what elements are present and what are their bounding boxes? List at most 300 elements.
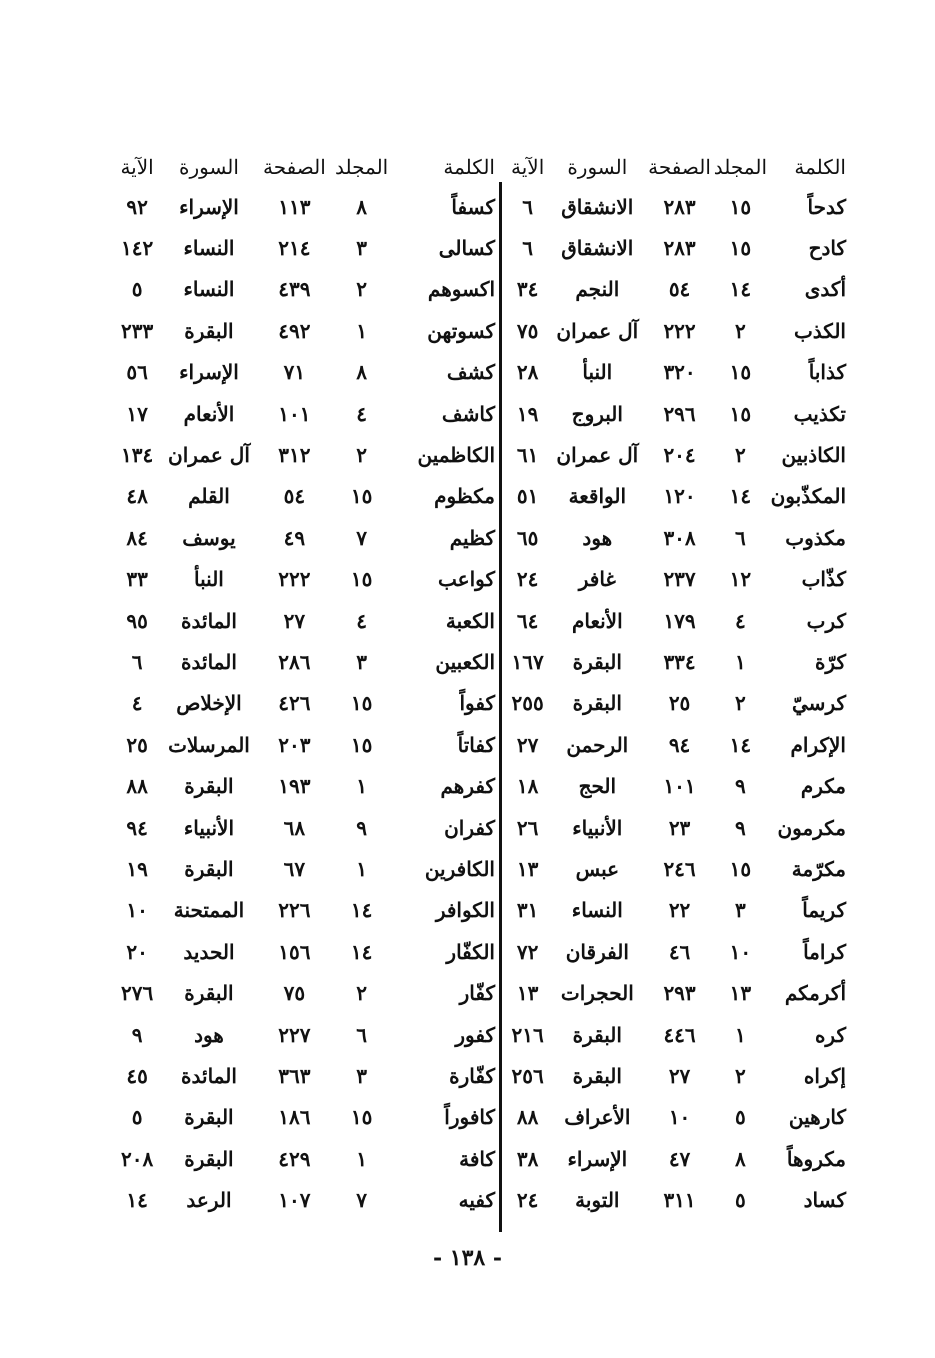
cell-verse: ٦ [522, 236, 534, 261]
cell-page: ١٠ [668, 1105, 691, 1130]
table-row [110, 1179, 495, 1220]
table-row [110, 1055, 495, 1096]
cell-word: كسالى [438, 236, 495, 261]
cell-page: ٢٢٢ [663, 318, 696, 343]
table-row [506, 641, 846, 682]
right-table-body [506, 186, 846, 1221]
cell-volume: ٤ [735, 608, 746, 633]
cell-volume: ١ [356, 318, 367, 343]
cell-word: الكعبين [435, 649, 495, 674]
cell-word: الكعبة [445, 608, 495, 633]
cell-page: ٢٧ [283, 608, 306, 633]
cell-verse: ٥ [131, 1105, 143, 1130]
cell-word: مكرم [800, 774, 846, 799]
cell-page: ٣١٢ [278, 443, 311, 468]
cell-volume: ٥ [735, 1188, 746, 1213]
cell-page: ١٠١ [663, 774, 696, 799]
cell-verse: ١٩ [516, 401, 539, 426]
cell-verse: ٢١٦ [511, 1022, 544, 1047]
cell-word: كراماً [803, 939, 846, 964]
cell-surah: البقرة [184, 1146, 234, 1171]
cell-surah: البقرة [572, 1063, 622, 1088]
cell-verse: ٧٢ [516, 939, 539, 964]
left-table-body [110, 186, 495, 1221]
cell-word: الكفّار [446, 939, 495, 964]
cell-verse: ٢٤ [516, 1188, 539, 1213]
cell-surah: الإسراء [179, 360, 239, 385]
cell-word: الكذب [793, 318, 846, 343]
table-row [110, 352, 495, 393]
cell-volume: ٢ [356, 277, 367, 302]
cell-surah: آل عمران [556, 443, 639, 468]
cell-word: مكروهاً [786, 1146, 846, 1171]
table-row [506, 600, 846, 641]
cell-verse: ١٣ [516, 856, 539, 881]
cell-surah: النبأ [194, 567, 224, 592]
cell-verse: ٤٨ [126, 484, 148, 509]
cell-page: ١١٣ [278, 194, 311, 219]
table-row [110, 186, 495, 227]
cell-verse: ٣٣ [126, 567, 148, 592]
cell-verse: ٦ [131, 649, 143, 674]
cell-volume: ١ [356, 1146, 367, 1171]
cell-page: ٢٤٦ [663, 856, 696, 881]
cell-word: كافة [459, 1146, 495, 1171]
table-row [110, 1097, 495, 1138]
cell-surah: الواقعة [568, 484, 627, 509]
cell-word: كواعب [438, 567, 495, 592]
cell-surah: البقرة [184, 981, 234, 1006]
table-row [110, 641, 495, 682]
cell-volume: ٨ [356, 360, 367, 385]
cell-word: الكاظمين [417, 443, 495, 468]
cell-page: ٥٤ [283, 484, 306, 509]
left-header-row [110, 148, 495, 186]
cell-word: كسوتهن [427, 318, 495, 343]
cell-volume: ١٥ [350, 567, 373, 592]
cell-verse: ٨٨ [516, 1105, 539, 1130]
cell-volume: ١٢ [729, 567, 752, 592]
cell-surah: التوبة [575, 1188, 620, 1213]
cell-volume: ١٤ [350, 939, 373, 964]
cell-verse: ٢٧ [516, 732, 539, 757]
cell-verse: ٢٣٣ [120, 318, 154, 343]
cell-page: ١٧٩ [663, 608, 696, 633]
cell-verse: ٢٧٦ [120, 981, 154, 1006]
cell-volume: ٣ [735, 898, 746, 923]
cell-word: كدحاً [807, 194, 846, 219]
cell-page: ٢٣ [668, 815, 691, 840]
cell-page: ٣٠٨ [663, 525, 696, 550]
cell-page: ٧٥ [283, 981, 306, 1006]
cell-surah: المائدة [181, 1063, 237, 1088]
table-row [506, 931, 846, 972]
cell-page: ٢٠٤ [663, 443, 696, 468]
cell-verse: ٨٤ [126, 525, 148, 550]
cell-word: كفور [455, 1022, 495, 1047]
cell-word: إكراه [803, 1063, 846, 1088]
cell-word: كاشف [441, 401, 495, 426]
cell-word: كفيه [458, 1188, 495, 1213]
table-row [506, 1179, 846, 1220]
header-page: الصفحة [648, 155, 711, 179]
cell-surah: الانشقاق [561, 236, 634, 261]
cell-word: كرّة [814, 649, 846, 674]
cell-page: ٣٢٠ [663, 360, 696, 385]
page-number: - ١٣٨ - [432, 1245, 503, 1271]
cell-verse: ٧٥ [516, 318, 539, 343]
cell-verse: ٩٢ [126, 194, 148, 219]
cell-volume: ١٥ [729, 401, 752, 426]
cell-volume: ٥ [735, 1105, 746, 1130]
cell-volume: ١٣ [729, 981, 752, 1006]
cell-word: مكرمون [777, 815, 846, 840]
cell-word: كرسيّ [792, 691, 846, 716]
cell-volume: ٢ [735, 1063, 746, 1088]
cell-verse: ١٤٢ [120, 236, 154, 261]
cell-volume: ١٤ [729, 484, 752, 509]
table-row [110, 848, 495, 889]
cell-surah: النساء [571, 898, 623, 923]
cell-surah: المائدة [181, 649, 237, 674]
table-row [110, 1138, 495, 1179]
cell-volume: ٨ [735, 1146, 746, 1171]
cell-volume: ٩ [356, 815, 367, 840]
cell-surah: النجم [575, 277, 620, 302]
cell-word: كرب [806, 608, 846, 633]
cell-volume: ١٥ [729, 194, 752, 219]
cell-volume: ٤ [356, 608, 367, 633]
table-row [110, 724, 495, 765]
header-surah: السورة [178, 155, 239, 179]
cell-word: كفّارة [449, 1063, 495, 1088]
cell-page: ٢٠٣ [278, 732, 311, 757]
table-row [110, 227, 495, 268]
cell-surah: الأنعام [571, 608, 623, 633]
table-row [506, 807, 846, 848]
cell-verse: ١٩ [126, 856, 148, 881]
cell-page: ٢٥ [668, 691, 691, 716]
cell-surah: البقرة [184, 318, 234, 343]
cell-volume: ١٤ [350, 898, 373, 923]
cell-word: تكذيب [793, 401, 846, 426]
column-divider [499, 182, 502, 1232]
header-surah: السورة [567, 155, 628, 179]
cell-surah: الأنبياء [183, 815, 235, 840]
table-row [506, 972, 846, 1013]
cell-surah: النساء [183, 236, 235, 261]
cell-word: كساد [803, 1188, 846, 1213]
cell-page: ٢٢٧ [278, 1022, 311, 1047]
cell-surah: غافر [578, 567, 616, 592]
cell-page: ٤٩٢ [278, 318, 311, 343]
cell-page: ٢٢٢ [278, 567, 311, 592]
table-row [506, 559, 846, 600]
table-row [506, 1097, 846, 1138]
table-row [506, 186, 846, 227]
cell-page: ٢٣٧ [663, 567, 696, 592]
table-row [110, 972, 495, 1013]
right-index-table [506, 148, 846, 1221]
table-row [110, 559, 495, 600]
table-row [506, 848, 846, 889]
cell-page: ٢٩٦ [663, 401, 696, 426]
table-row [110, 434, 495, 475]
cell-volume: ٢ [735, 443, 746, 468]
cell-page: ٤٩ [283, 525, 306, 550]
cell-volume: ١٠ [729, 939, 752, 964]
cell-word: مكذوب [785, 525, 846, 550]
cell-word: كذّاب [801, 567, 846, 592]
cell-page: ٤٣٩ [278, 277, 311, 302]
cell-page: ٢١٤ [278, 236, 311, 261]
cell-surah: هود [582, 525, 613, 550]
cell-volume: ١ [356, 856, 367, 881]
header-volume: المجلد [335, 155, 389, 179]
cell-verse: ١٣٤ [120, 443, 154, 468]
cell-page: ٣٦٣ [278, 1063, 311, 1088]
cell-surah: الحجرات [560, 981, 634, 1006]
table-row [110, 765, 495, 806]
cell-verse: ٢٠٨ [120, 1146, 154, 1171]
cell-surah: الإخلاص [176, 691, 242, 716]
cell-page: ٣١١ [663, 1188, 696, 1213]
cell-page: ٢٨٣ [663, 194, 696, 219]
table-row [506, 269, 846, 310]
table-row [110, 517, 495, 558]
cell-page: ٢٧ [668, 1063, 691, 1088]
cell-volume: ٧ [356, 525, 367, 550]
cell-word: كريماً [802, 898, 846, 923]
cell-volume: ١٤ [729, 732, 752, 757]
cell-page: ٤٧ [668, 1146, 691, 1171]
cell-verse: ٢٠ [126, 939, 148, 964]
table-row [506, 393, 846, 434]
cell-volume: ٧ [356, 1188, 367, 1213]
cell-verse: ٦٤ [516, 608, 539, 633]
cell-volume: ١٥ [729, 360, 752, 385]
table-row [506, 310, 846, 351]
cell-verse: ١٦٧ [511, 649, 544, 674]
cell-page: ٤٤٦ [663, 1022, 696, 1047]
table-row [506, 517, 846, 558]
table-row [506, 683, 846, 724]
cell-surah: البروج [571, 401, 623, 426]
cell-volume: ٩ [735, 774, 746, 799]
cell-surah: النساء [183, 277, 235, 302]
cell-surah: البقرة [184, 856, 234, 881]
right-header-row [506, 148, 846, 186]
table-row [506, 890, 846, 931]
header-verse: الآية [120, 155, 154, 179]
cell-volume: ٤ [356, 401, 367, 426]
cell-volume: ١٥ [350, 484, 373, 509]
cell-surah: البقرة [572, 691, 622, 716]
cell-surah: عبس [575, 856, 620, 881]
table-row [110, 683, 495, 724]
cell-verse: ٩ [131, 1022, 143, 1047]
cell-word: كارهين [788, 1105, 846, 1130]
table-row [110, 310, 495, 351]
cell-verse: ١٨ [516, 774, 539, 799]
cell-word: مكرّمة [791, 856, 846, 881]
cell-surah: آل عمران [556, 318, 639, 343]
cell-volume: ١ [735, 1022, 746, 1047]
cell-verse: ٤٥ [126, 1063, 148, 1088]
cell-volume: ٣ [356, 1063, 367, 1088]
cell-word: اكسوهم [427, 277, 495, 302]
cell-page: ١٨٦ [278, 1105, 311, 1130]
cell-verse: ٥٦ [126, 360, 148, 385]
cell-word: كشف [446, 360, 495, 385]
cell-volume: ٢ [356, 981, 367, 1006]
cell-page: ٤٢٦ [278, 691, 311, 716]
cell-word: كذاباً [808, 360, 846, 385]
cell-page: ٩٤ [668, 732, 691, 757]
cell-volume: ٢ [356, 443, 367, 468]
cell-surah: الإسراء [179, 194, 239, 219]
cell-page: ٦٧ [283, 856, 306, 881]
cell-page: ١٠٧ [278, 1188, 311, 1213]
cell-word: كفران [444, 815, 495, 840]
cell-surah: البقرة [184, 774, 234, 799]
cell-surah: آل عمران [168, 443, 250, 468]
cell-page: ٢٢٦ [278, 898, 311, 923]
cell-surah: الممتحنة [173, 898, 245, 923]
cell-page: ٤٦ [668, 939, 691, 964]
cell-verse: ١٠ [126, 898, 148, 923]
cell-verse: ١٧ [126, 401, 148, 426]
cell-word: كره [814, 1022, 846, 1047]
table-row [506, 434, 846, 475]
table-row [110, 807, 495, 848]
cell-volume: ٩ [735, 815, 746, 840]
table-row [110, 1014, 495, 1055]
cell-word: كفواً [459, 691, 495, 716]
cell-surah: البقرة [572, 649, 622, 674]
cell-word: أكدى [804, 277, 846, 302]
cell-volume: ١٥ [729, 856, 752, 881]
table-row [110, 393, 495, 434]
cell-verse: ٢٥٥ [511, 691, 544, 716]
cell-surah: المرسلات [168, 732, 250, 757]
cell-verse: ١٣ [516, 981, 539, 1006]
cell-verse: ٨٨ [126, 774, 148, 799]
cell-surah: الأعراف [564, 1105, 631, 1130]
table-row [506, 1055, 846, 1096]
cell-page: ١٢٠ [663, 484, 696, 509]
cell-word: كظيم [449, 525, 495, 550]
cell-verse: ٣٨ [516, 1146, 539, 1171]
cell-page: ٣٣٤ [663, 649, 696, 674]
cell-surah: الأنبياء [572, 815, 623, 840]
cell-word: الكاذبين [781, 443, 846, 468]
table-row [506, 227, 846, 268]
cell-word: أكرمكم [784, 981, 846, 1006]
cell-verse: ٢٨ [516, 360, 539, 385]
cell-verse: ٣١ [516, 898, 539, 923]
cell-verse: ١٤ [126, 1188, 148, 1213]
cell-page: ٧١ [283, 360, 306, 385]
cell-volume: ٣ [356, 649, 367, 674]
cell-volume: ٨ [356, 194, 367, 219]
cell-word: كفّار [459, 981, 495, 1006]
cell-surah: الانشقاق [561, 194, 634, 219]
table-row [110, 931, 495, 972]
table-row [506, 476, 846, 517]
cell-volume: ٢ [735, 691, 746, 716]
header-volume: المجلد [713, 155, 768, 179]
cell-word: الكوافر [435, 898, 495, 923]
cell-page: ١٩٣ [278, 774, 311, 799]
table-row [506, 1138, 846, 1179]
cell-verse: ٢٦ [516, 815, 539, 840]
cell-surah: الأنعام [183, 401, 235, 426]
cell-word: كافوراً [444, 1105, 495, 1130]
cell-page: ١٠١ [278, 401, 311, 426]
cell-volume: ١٥ [350, 732, 373, 757]
table-row [110, 476, 495, 517]
table-row [506, 1014, 846, 1055]
cell-volume: ٢ [735, 318, 746, 343]
cell-word: مكظوم [434, 484, 495, 509]
cell-verse: ٢٤ [516, 567, 539, 592]
cell-verse: ٣٤ [516, 277, 539, 302]
header-verse: الآية [511, 155, 545, 179]
cell-surah: يوسف [182, 525, 236, 550]
cell-word: كفرهم [440, 774, 495, 799]
table-row [506, 352, 846, 393]
cell-volume: ١ [356, 774, 367, 799]
cell-verse: ٦١ [516, 443, 539, 468]
cell-surah: الإسراء [567, 1146, 628, 1171]
cell-volume: ١٥ [350, 1105, 373, 1130]
cell-volume: ٦ [356, 1022, 367, 1047]
cell-surah: البقرة [184, 1105, 234, 1130]
cell-surah: النبأ [582, 360, 613, 385]
cell-verse: ٥ [131, 277, 143, 302]
cell-verse: ٩٤ [126, 815, 148, 840]
cell-volume: ٦ [735, 525, 746, 550]
cell-surah: الرعد [186, 1188, 232, 1213]
cell-word: كادح [808, 236, 846, 261]
cell-page: ١٥٦ [278, 939, 311, 964]
cell-page: ٢٢ [668, 898, 691, 923]
left-index-table [110, 148, 495, 1221]
cell-word: المكذّبون [770, 484, 846, 509]
cell-surah: الحج [578, 774, 617, 799]
cell-page: ٢٨٣ [663, 236, 696, 261]
cell-word: الكافرين [424, 856, 495, 881]
cell-surah: هود [194, 1022, 224, 1047]
cell-word: كفاتاً [457, 732, 495, 757]
cell-word: الإكرام [790, 732, 846, 757]
cell-volume: ١٥ [729, 236, 752, 261]
cell-surah: المائدة [181, 608, 237, 633]
cell-verse: ٢٥ [126, 732, 148, 757]
cell-volume: ١٥ [350, 691, 373, 716]
cell-page: ٢٨٦ [278, 649, 311, 674]
table-row [110, 269, 495, 310]
cell-verse: ٢٥٦ [511, 1063, 544, 1088]
cell-surah: الفرقان [565, 939, 629, 964]
table-row [506, 765, 846, 806]
cell-volume: ١٤ [729, 277, 752, 302]
cell-verse: ٩٥ [126, 608, 148, 633]
cell-page: ٥٤ [668, 277, 691, 302]
table-row [110, 600, 495, 641]
cell-page: ٤٢٩ [278, 1146, 311, 1171]
